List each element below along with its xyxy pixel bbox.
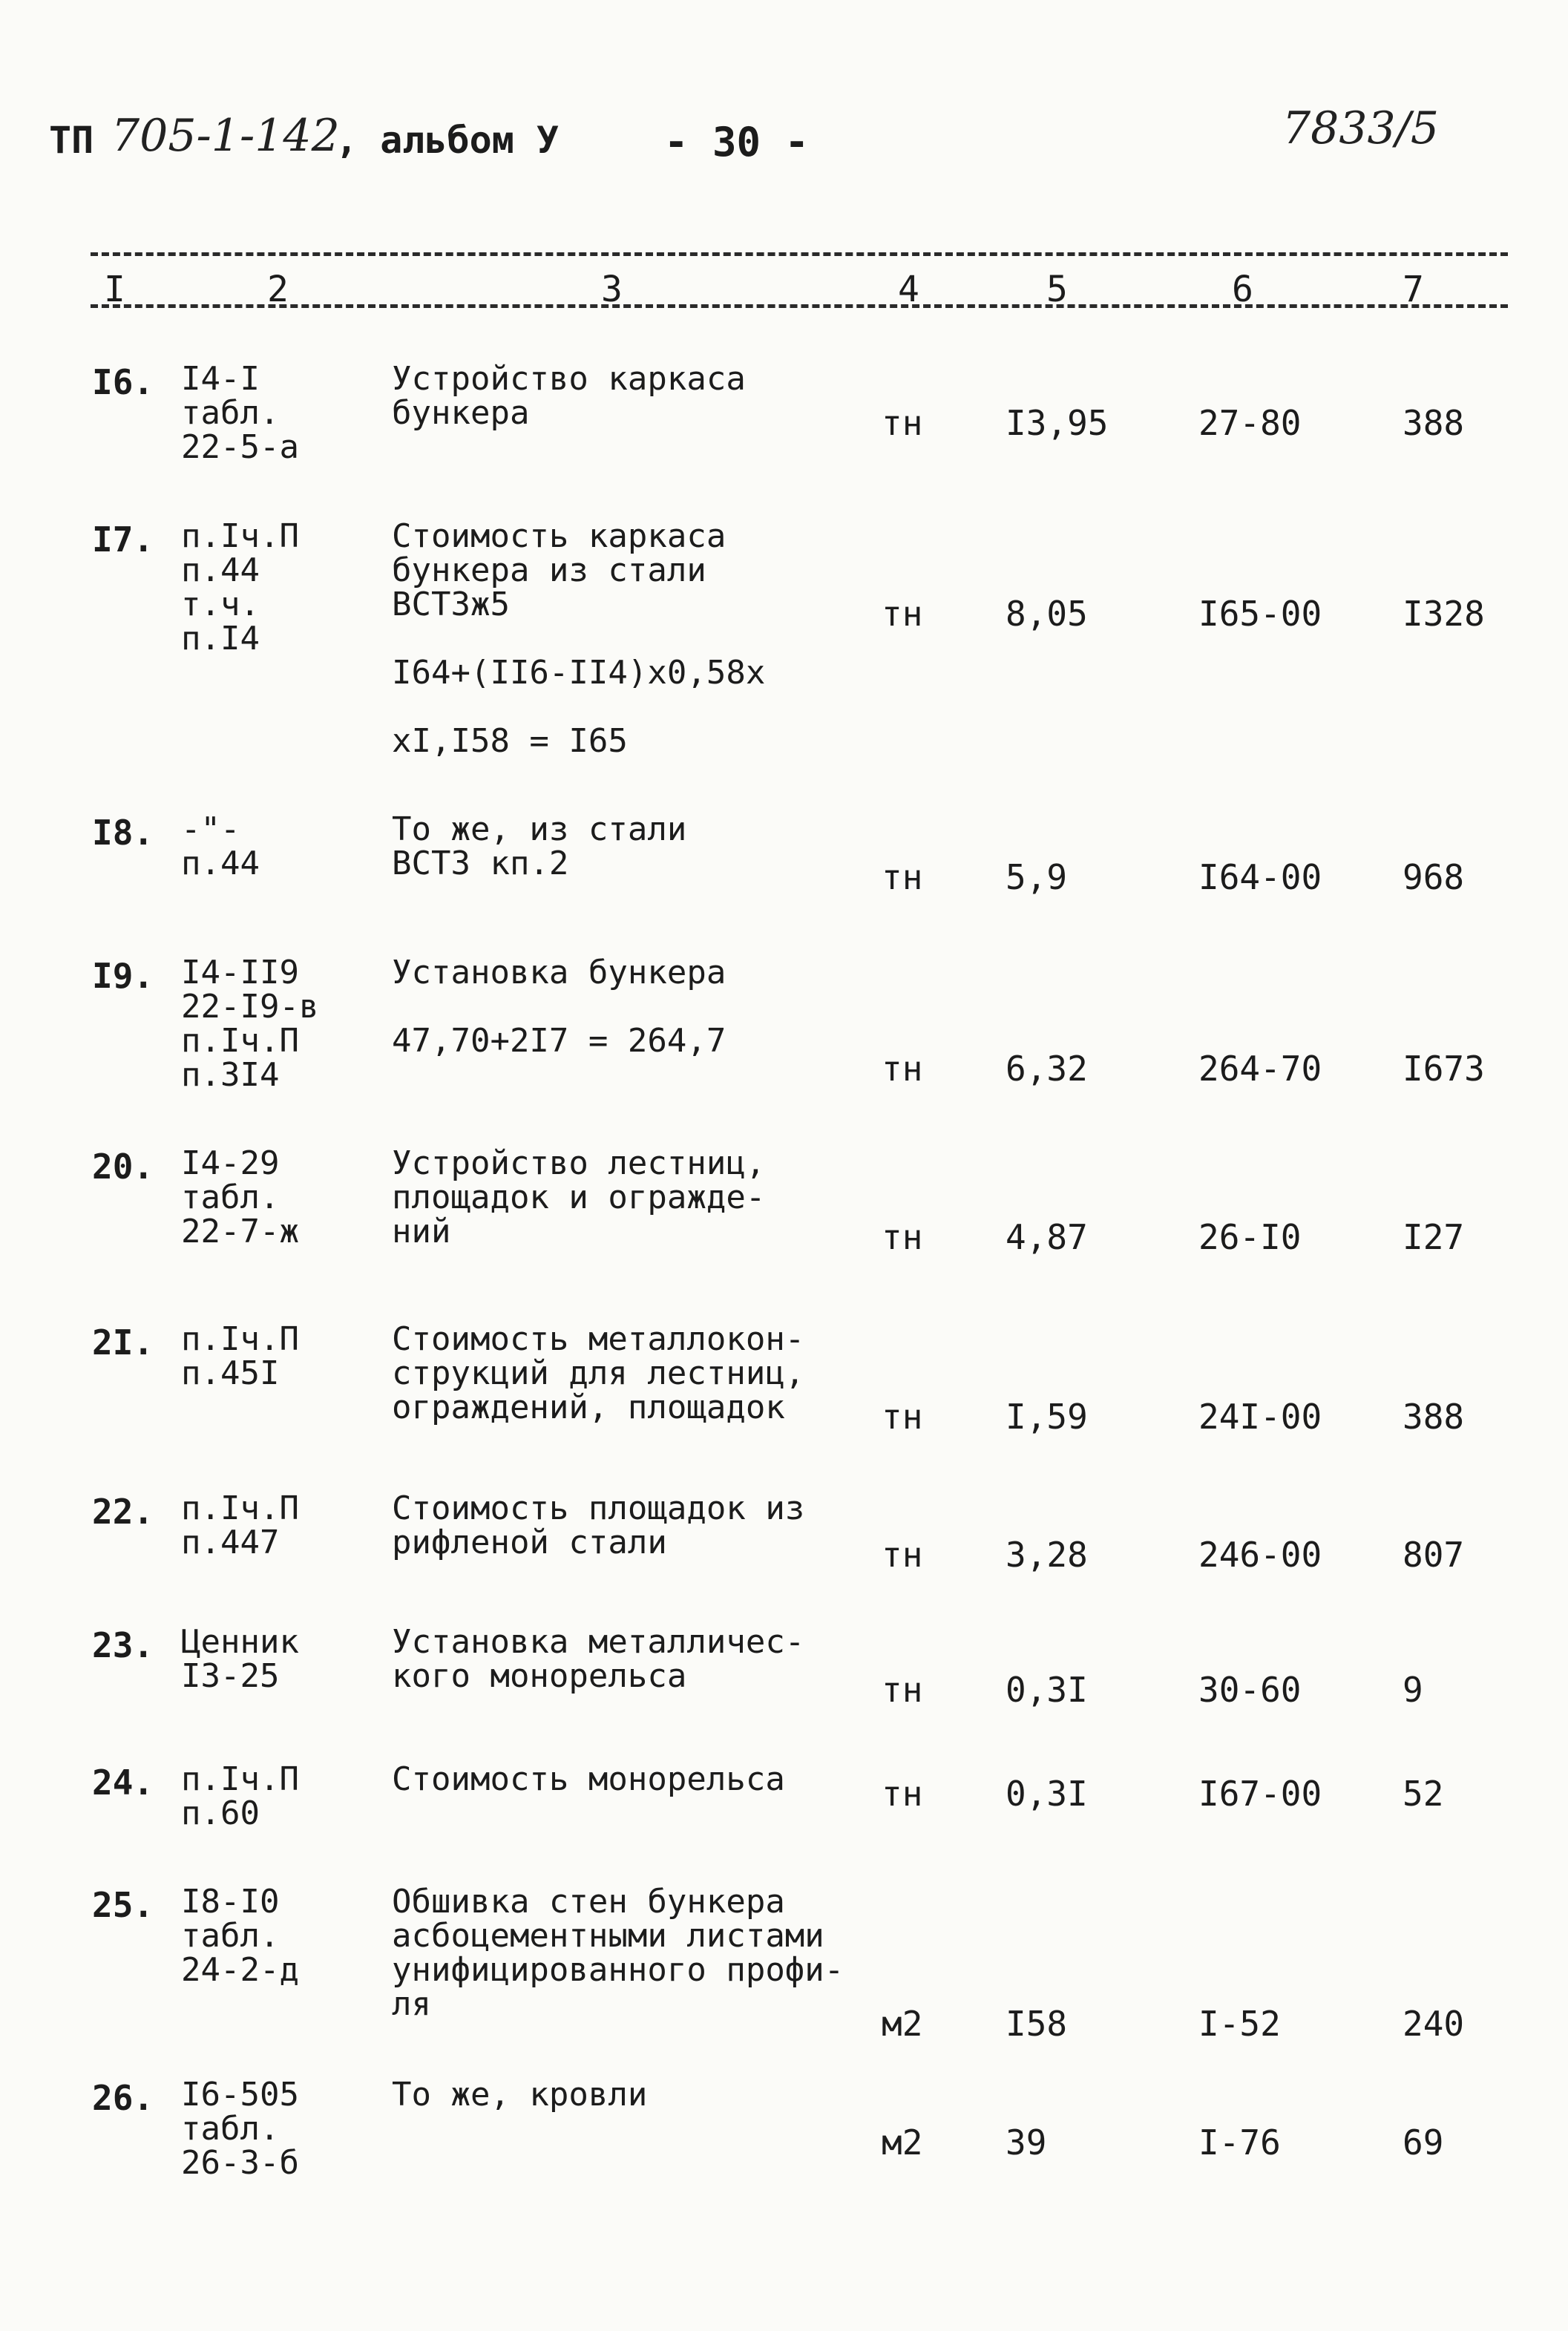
table-header-rule bbox=[91, 304, 1508, 308]
column-header-1: I bbox=[104, 269, 125, 310]
total-cost: 968 bbox=[1403, 857, 1465, 897]
row-number: 22. bbox=[92, 1492, 154, 1532]
norm-reference: Ценник I3-25 bbox=[181, 1623, 299, 1695]
total-cost: 807 bbox=[1403, 1535, 1465, 1575]
work-description: Стоимость монорельса bbox=[392, 1760, 785, 1798]
total-cost: I27 bbox=[1403, 1217, 1465, 1257]
row-number: I8. bbox=[92, 813, 154, 853]
unit-price: 27-80 bbox=[1198, 403, 1302, 443]
norm-reference: п.Iч.П п.45I bbox=[181, 1320, 299, 1392]
row-number: I6. bbox=[92, 362, 154, 402]
unit-of-measure: тн bbox=[882, 594, 923, 634]
unit-price: 30-60 bbox=[1198, 1670, 1302, 1710]
quantity: 4,87 bbox=[1006, 1217, 1088, 1257]
unit-price: I64-00 bbox=[1198, 857, 1322, 897]
row-number: I7. bbox=[92, 519, 154, 560]
column-header-2: 2 bbox=[267, 269, 289, 310]
norm-reference: п.Iч.П п.60 bbox=[181, 1760, 299, 1832]
row-number: 2I. bbox=[92, 1322, 154, 1363]
total-cost: 388 bbox=[1403, 1397, 1465, 1437]
work-description: То же, из стали ВСТ3 кп.2 bbox=[392, 810, 687, 882]
unit-of-measure: тн bbox=[882, 1397, 923, 1437]
quantity: I58 bbox=[1006, 2004, 1068, 2044]
quantity: I,59 bbox=[1006, 1397, 1088, 1437]
norm-reference: -"- п.44 bbox=[181, 810, 260, 882]
norm-reference: I4-II9 22-I9-в п.Iч.П п.3I4 bbox=[181, 954, 319, 1094]
unit-price: 264-70 bbox=[1198, 1049, 1322, 1089]
unit-of-measure: м2 bbox=[882, 2122, 923, 2163]
work-description: Устройство каркаса бункера bbox=[392, 360, 746, 432]
album-label: , альбом У bbox=[335, 119, 560, 162]
quantity: 5,9 bbox=[1006, 857, 1068, 897]
norm-reference: I6-505 табл. 26-3-б bbox=[181, 2076, 299, 2182]
column-header-5: 5 bbox=[1046, 269, 1068, 310]
sheet-code: 7833/5 bbox=[1282, 102, 1440, 154]
unit-of-measure: тн bbox=[882, 1535, 923, 1575]
work-description: Обшивка стен бункера асбоцементными листами унифицированного профи- ля bbox=[392, 1883, 844, 2023]
unit-price: I65-00 bbox=[1198, 594, 1322, 634]
unit-of-measure: м2 bbox=[882, 2004, 923, 2044]
total-cost: I673 bbox=[1403, 1049, 1485, 1089]
unit-price: I-52 bbox=[1198, 2004, 1281, 2044]
project-code: 705-1-142 bbox=[111, 110, 340, 162]
column-header-4: 4 bbox=[898, 269, 919, 310]
column-header-3: 3 bbox=[601, 269, 623, 310]
unit-price: I-76 bbox=[1198, 2122, 1281, 2163]
total-cost: 9 bbox=[1403, 1670, 1423, 1710]
norm-reference: I4-I табл. 22-5-а bbox=[181, 360, 299, 466]
work-description: Установка бункера 47,70+2I7 = 264,7 bbox=[392, 954, 726, 1060]
total-cost: 240 bbox=[1403, 2004, 1465, 2044]
quantity: 0,3I bbox=[1006, 1774, 1088, 1814]
row-number: 23. bbox=[92, 1625, 154, 1665]
table-top-rule bbox=[91, 252, 1508, 256]
column-header-7: 7 bbox=[1403, 269, 1424, 310]
unit-of-measure: тн bbox=[882, 1217, 923, 1257]
row-number: 26. bbox=[92, 2078, 154, 2118]
unit-price: I67-00 bbox=[1198, 1774, 1322, 1814]
quantity: I3,95 bbox=[1006, 403, 1109, 443]
norm-reference: п.Iч.П п.44 т.ч. п.I4 bbox=[181, 517, 299, 658]
quantity: 0,3I bbox=[1006, 1670, 1088, 1710]
quantity: 3,28 bbox=[1006, 1535, 1088, 1575]
header-prefix: ТП bbox=[49, 119, 94, 162]
quantity: 8,05 bbox=[1006, 594, 1088, 634]
row-number: 20. bbox=[92, 1147, 154, 1187]
row-number: 25. bbox=[92, 1885, 154, 1925]
unit-of-measure: тн bbox=[882, 1670, 923, 1710]
total-cost: 69 bbox=[1403, 2122, 1444, 2163]
unit-price: 26-I0 bbox=[1198, 1217, 1302, 1257]
unit-of-measure: тн bbox=[882, 1049, 923, 1089]
unit-of-measure: тн bbox=[882, 1774, 923, 1814]
unit-price: 246-00 bbox=[1198, 1535, 1322, 1575]
quantity: 6,32 bbox=[1006, 1049, 1088, 1089]
row-number: I9. bbox=[92, 956, 154, 996]
norm-reference: I4-29 табл. 22-7-ж bbox=[181, 1144, 299, 1250]
work-description: Стоимость металлокон- струкций для лестниц, ограждений, площадок bbox=[392, 1320, 805, 1426]
norm-reference: I8-I0 табл. 24-2-д bbox=[181, 1883, 299, 1989]
row-number: 24. bbox=[92, 1763, 154, 1803]
page-number: - 30 - bbox=[664, 119, 810, 165]
unit-price: 24I-00 bbox=[1198, 1397, 1322, 1437]
work-description: Стоимость площадок из рифленой стали bbox=[392, 1489, 805, 1561]
total-cost: 388 bbox=[1403, 403, 1465, 443]
unit-of-measure: тн bbox=[882, 857, 923, 897]
work-description: То же, кровли bbox=[392, 2076, 648, 2114]
unit-of-measure: тн bbox=[882, 403, 923, 443]
norm-reference: п.Iч.П п.447 bbox=[181, 1489, 299, 1561]
work-description: Стоимость каркаса бункера из стали ВСТ3ж5 I64+(II6-II4)х0,58х хI,I58 = I65 bbox=[392, 517, 766, 760]
quantity: 39 bbox=[1006, 2122, 1047, 2163]
total-cost: I328 bbox=[1403, 594, 1485, 634]
total-cost: 52 bbox=[1403, 1774, 1444, 1814]
work-description: Установка металличес- кого монорельса bbox=[392, 1623, 805, 1695]
work-description: Устройство лестниц, площадок и огражде- ний bbox=[392, 1144, 766, 1250]
column-header-6: 6 bbox=[1232, 269, 1253, 310]
